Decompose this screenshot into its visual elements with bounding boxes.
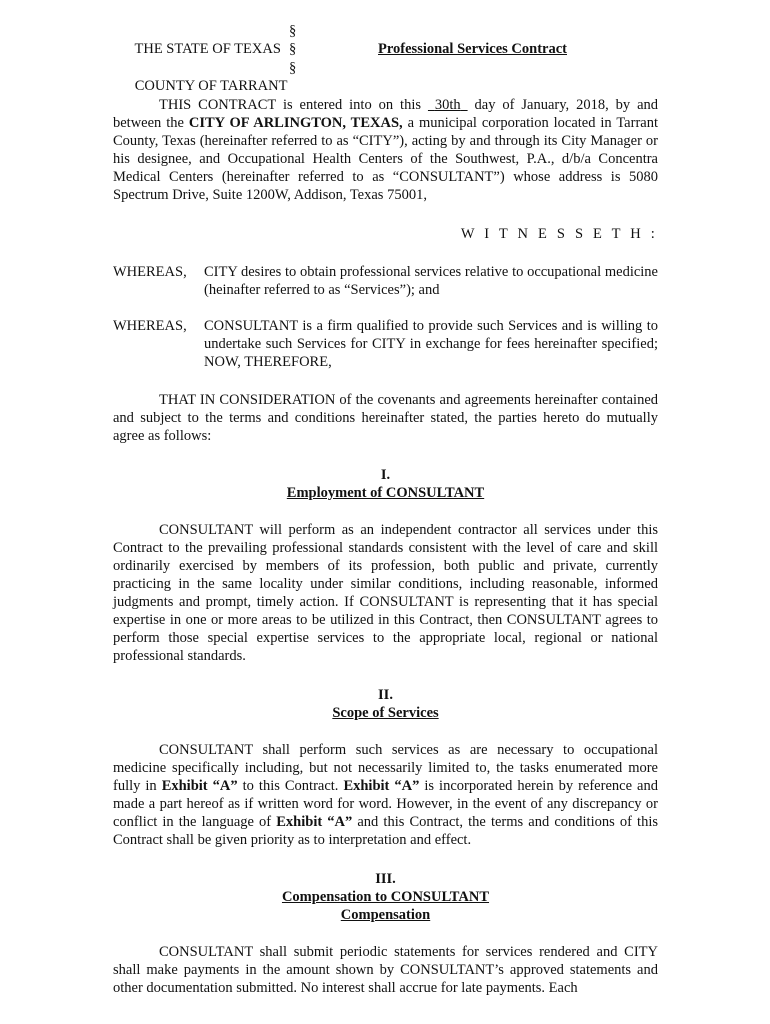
contract-title: Professional Services Contract	[378, 41, 567, 57]
section-mark-1: §	[289, 23, 297, 39]
section-2-title: Scope of Services	[332, 705, 439, 721]
section-2-text-1: CONSULTANT shall perform such services as are necessary to occupational medicine specifically including, but not necessarily limited to, the tasks enumerated more fully in	[113, 742, 658, 794]
section-2-text-4: and this Contract, the terms and conditions of this Contract shall be given priority as to interpretation and effect.	[113, 814, 658, 848]
whereas-clause-1	[113, 263, 658, 299]
exhibit-reference: Exhibit “A”	[343, 778, 420, 794]
whereas-label: WHEREAS,	[113, 264, 187, 280]
section-2-body	[113, 741, 658, 849]
state-label: THE STATE OF TEXAS	[134, 41, 281, 57]
whereas-clause-2	[113, 317, 658, 371]
section-mark-2: §	[289, 41, 297, 57]
witnesseth-heading: W I T N E S S E T H :	[460, 226, 658, 242]
contract-day-value: 30th	[434, 97, 461, 113]
exhibit-reference: Exhibit “A”	[161, 778, 238, 794]
section-3-subtitle: Compensation	[340, 907, 431, 923]
city-name: CITY OF ARLINGTON, TEXAS,	[188, 115, 403, 131]
section-3-body: CONSULTANT shall submit periodic statements for services rendered and CITY shall make payments in the amount shown by CONSULTANT’s approved statements and other documentation submitted. No interest shall accrue for late payments. Each	[113, 944, 658, 996]
intro-text-2: day of January, 2018, by and between the	[113, 97, 659, 131]
whereas-label: WHEREAS,	[113, 318, 187, 334]
section-2-number: II.	[378, 687, 393, 703]
document-header	[113, 22, 658, 94]
contract-day	[428, 97, 468, 113]
section-2-text-2: to this Contract.	[237, 778, 344, 794]
section-1-number: I.	[380, 467, 391, 483]
whereas-text: CITY desires to obtain professional services relative to occupational medicine (heinafter referred to as “Services”); and	[204, 264, 658, 298]
county-line	[113, 59, 287, 113]
section-3-title: Compensation to CONSULTANT	[281, 889, 490, 905]
section-1-title: Employment of CONSULTANT	[286, 485, 485, 501]
section-2-text-3: is incorporated herein by reference and made a part hereof as if written word for word. However, in the event of any discrepancy or conflict in the language of	[113, 778, 658, 830]
intro-text-1: THIS CONTRACT is entered into on this	[159, 97, 428, 113]
exhibit-reference: Exhibit “A”	[276, 814, 353, 830]
section-mark-3: §	[289, 60, 297, 76]
section-3-number: III.	[375, 871, 396, 887]
county-label: COUNTY OF TARRANT	[134, 78, 288, 94]
consideration-paragraph: THAT IN CONSIDERATION of the covenants and agreements hereinafter contained and subject to the terms and conditions hereinafter stated, the parties hereto do mutually agree as follows:	[113, 392, 658, 444]
section-1-body: CONSULTANT will perform as an independent contractor all services under this Contract to the prevailing professional standards consistent with the level of care and skill ordinarily exercised by members of its profession, both public and private, currently practicing in the same locality under similar conditions, including reasonable, informed judgments and prompt, timely action. If CONSULTANT is representing that it has special expertise in one or more areas to be utilized in this Contract, then CONSULTANT agrees to perform those special expertise services to the appropriate local, regional or national professional standards.	[113, 522, 658, 664]
whereas-text: CONSULTANT is a firm qualified to provide such Services and is willing to undertake such Services for CITY in exchange for fees hereinafter specified; NOW, THEREFORE,	[204, 318, 658, 370]
intro-text-3: a municipal corporation located in Tarrant County, Texas (hereinafter referred to as “CITY”), acting by and through its City Manager or his designee, and Occupational Health Centers of the Southwest, P.A., d/b/a Concentra Medical Centers (hereinafter referred to as “CONSULTANT”) whose address is 5080 Spectrum Drive, Suite 1200W, Addison, Texas 75001,	[113, 115, 658, 203]
